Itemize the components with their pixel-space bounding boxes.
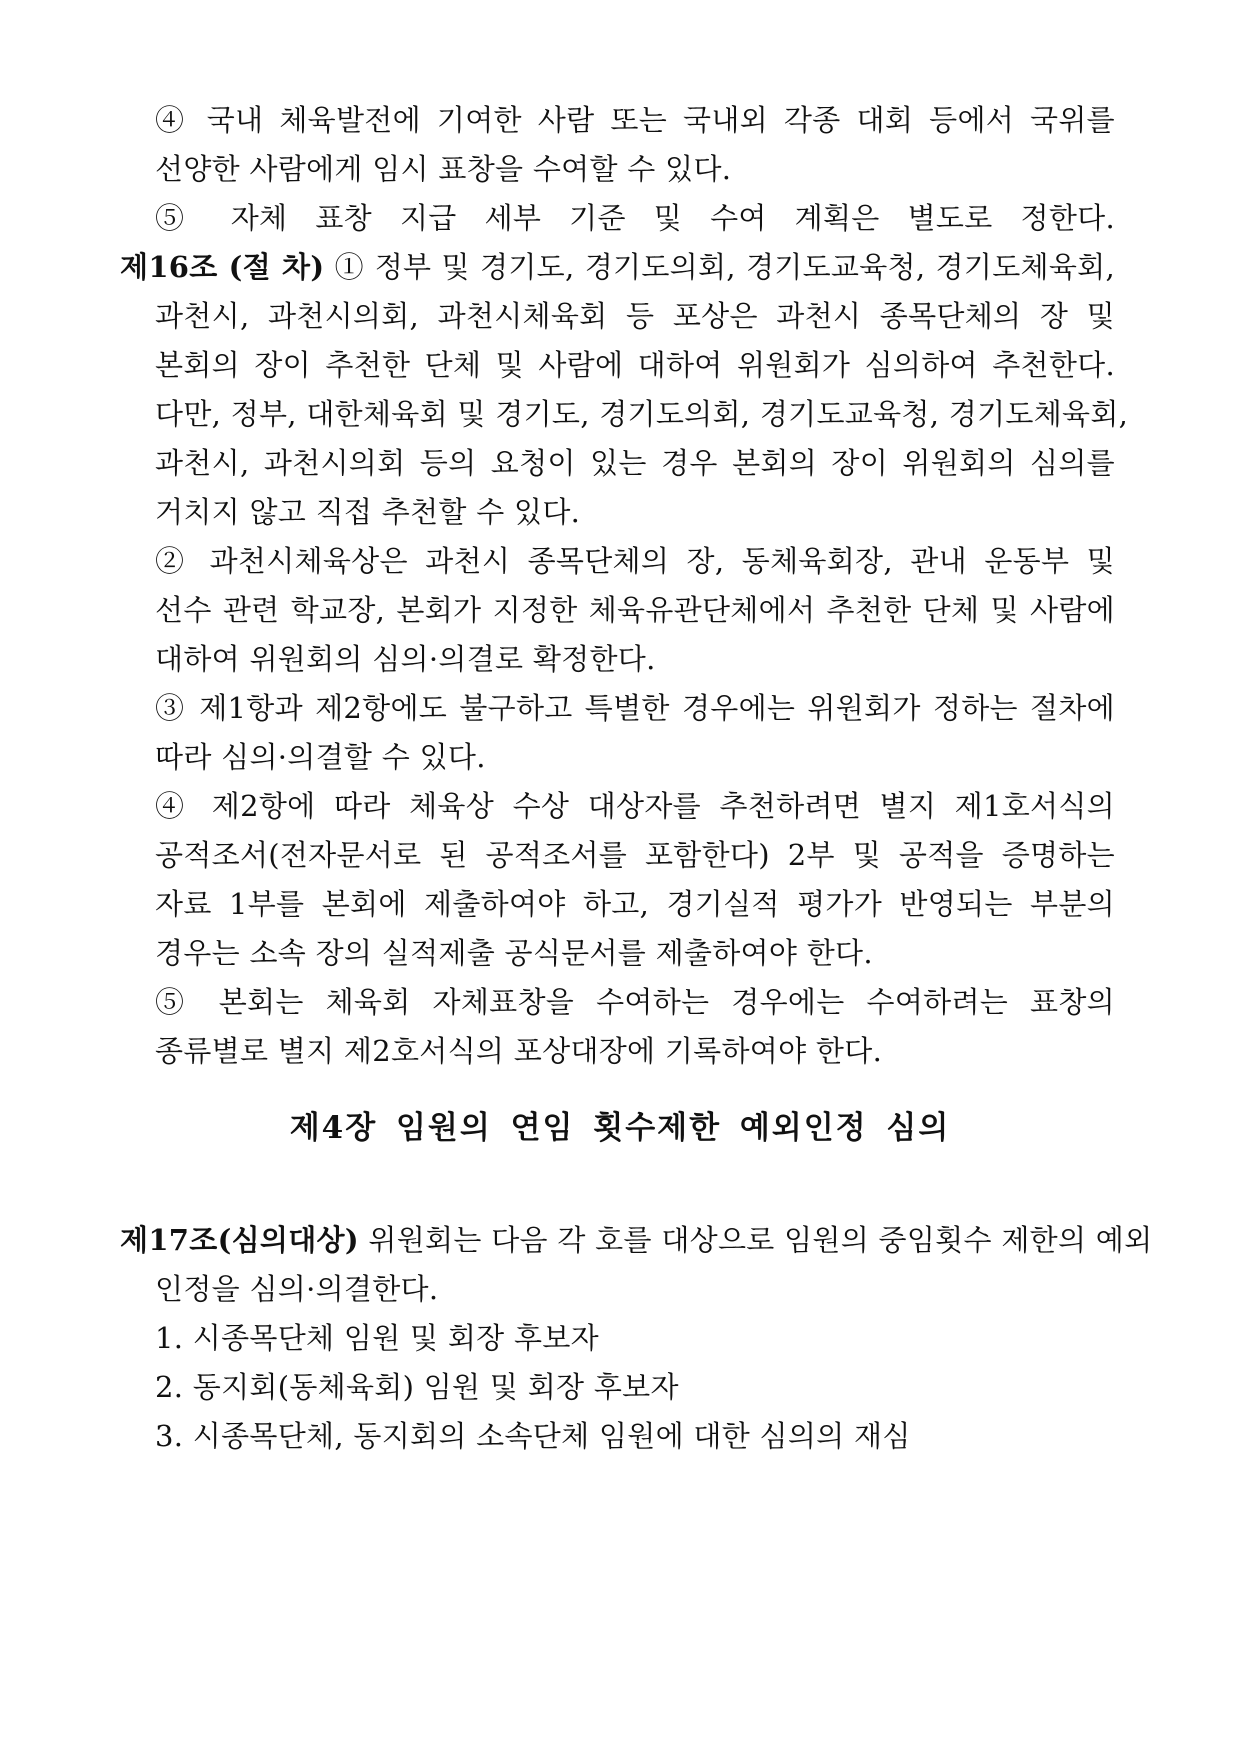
article17-line2: 인정을 심의·의결한다. bbox=[155, 1272, 439, 1306]
article17-item2: 2. 동지회(동체육회) 임원 및 회장 후보자 bbox=[155, 1370, 679, 1404]
article17-line1 bbox=[120, 1220, 1153, 1260]
article16-line4: 다만, 정부, 대한체육회 및 경기도, 경기도의회, 경기도교육청, 경기도체육회, bbox=[155, 397, 1129, 431]
article16-line6: 거치지 않고 직접 추천할 수 있다. bbox=[155, 495, 581, 529]
article16-line13: 공적조서(전자문서로 된 공적조서를 포함한다) 2부 및 공적을 증명하는 bbox=[155, 838, 1115, 872]
article16-line3: 본회의 장이 추천한 단체 및 사람에 대하여 위원회가 심의하여 추천한다. bbox=[155, 348, 1115, 382]
chapter4-heading: 제4장 임원의 연임 횟수제한 예외인정 심의 bbox=[289, 1110, 951, 1146]
article17-item1: 1. 시종목단체 임원 및 회장 후보자 bbox=[155, 1321, 599, 1355]
article16-line15: 경우는 소속 장의 실적제출 공식문서를 제출하여야 한다. bbox=[155, 936, 873, 970]
article16-line14: 자료 1부를 본회에 제출하여야 하고, 경기실적 평가가 반영되는 부분의 bbox=[155, 887, 1115, 921]
article16-line7: ② 과천시체육상은 과천시 종목단체의 장, 동체육회장, 관내 운동부 및 bbox=[155, 544, 1115, 578]
article15-para5: ⑤ 자체 표창 지급 세부 기준 및 수여 계획은 별도로 정한다. bbox=[155, 201, 1115, 235]
article16-line8: 선수 관련 학교장, 본회가 지정한 체육유관단체에서 추천한 단체 및 사람에 bbox=[155, 593, 1115, 627]
article15-para4-line2: 선양한 사람에게 임시 표창을 수여할 수 있다. bbox=[155, 152, 732, 186]
article16-line2: 과천시, 과천시의회, 과천시체육회 등 포상은 과천시 종목단체의 장 및 bbox=[155, 299, 1115, 333]
article16-line9: 대하여 위원회의 심의·의결로 확정한다. bbox=[155, 642, 656, 676]
article17-item3: 3. 시종목단체, 동지회의 소속단체 임원에 대한 심의의 재심 bbox=[155, 1419, 911, 1453]
article16-text: ① 정부 및 경기도, 경기도의회, 경기도교육청, 경기도체육회, bbox=[334, 250, 1115, 284]
article16-line1 bbox=[120, 247, 1115, 287]
article16-line10: ③ 제1항과 제2항에도 불구하고 특별한 경우에는 위원회가 정하는 절차에 bbox=[155, 691, 1115, 725]
article15-para4-line1: ④ 국내 체육발전에 기여한 사람 또는 국내외 각종 대회 등에서 국위를 bbox=[155, 103, 1115, 137]
article17-title: 제17조(심의대상) bbox=[120, 1223, 359, 1257]
article16-title: 제16조 (절 차) bbox=[120, 250, 325, 284]
article16-line5: 과천시, 과천시의회 등의 요청이 있는 경우 본회의 장이 위원회의 심의를 bbox=[155, 446, 1115, 480]
article16-line11: 따라 심의·의결할 수 있다. bbox=[155, 740, 486, 774]
article16-line16: ⑤ 본회는 체육회 자체표창을 수여하는 경우에는 수여하려는 표창의 bbox=[155, 985, 1115, 1019]
article17-text: 위원회는 다음 각 호를 대상으로 임원의 중임횟수 제한의 예외 bbox=[368, 1223, 1153, 1257]
article16-line12: ④ 제2항에 따라 체육상 수상 대상자를 추천하려면 별지 제1호서식의 bbox=[155, 789, 1115, 823]
article16-line17: 종류별로 별지 제2호서식의 포상대장에 기록하여야 한다. bbox=[155, 1034, 883, 1068]
